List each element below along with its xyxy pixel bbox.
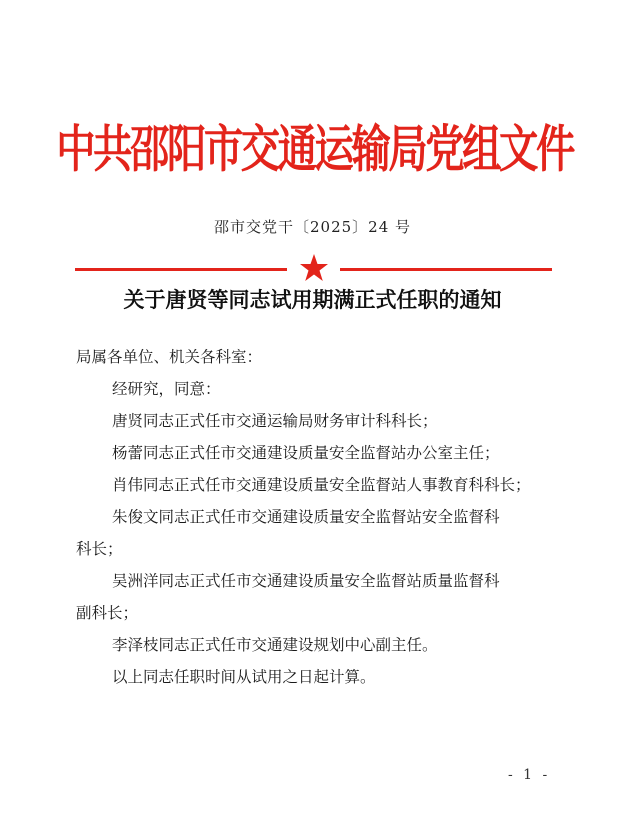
page-number: - 1 - <box>508 767 551 783</box>
body-paragraph: 吴洲洋同志正式任市交通建设质量安全监督站质量监督科 <box>112 572 500 590</box>
red-divider-left <box>75 268 287 271</box>
body-paragraph: 肖伟同志正式任市交通建设质量安全监督站人事教育科科长； <box>112 476 531 494</box>
body-paragraph: 以上同志任职时间从试用之日起计算。 <box>112 668 376 686</box>
red-divider-right <box>340 268 552 271</box>
red-star-icon <box>299 253 329 283</box>
body-paragraph: 唐贤同志正式任市交通运输局财务审计科科长； <box>112 412 438 430</box>
body-paragraph: 朱俊文同志正式任市交通建设质量安全监督站安全监督科 <box>112 508 500 526</box>
body-paragraph: 经研究，同意： <box>112 380 221 398</box>
body-paragraph: 李泽枝同志正式任市交通建设规划中心副主任。 <box>112 636 438 654</box>
body-paragraph-continuation: 科长； <box>76 540 123 558</box>
notice-title: 关于唐贤等同志试用期满正式任职的通知 <box>123 287 502 312</box>
addressee-line: 局属各单位、机关各科室： <box>76 348 263 366</box>
body-paragraph: 杨蕾同志正式任市交通建设质量安全监督站办公室主任； <box>112 444 500 462</box>
body-paragraph-continuation: 副科长； <box>76 604 139 622</box>
document-header-title: 中共邵阳市交通运输局党组文件 <box>56 120 573 179</box>
document-number: 邵市交党干〔2025〕24 号 <box>213 218 412 236</box>
